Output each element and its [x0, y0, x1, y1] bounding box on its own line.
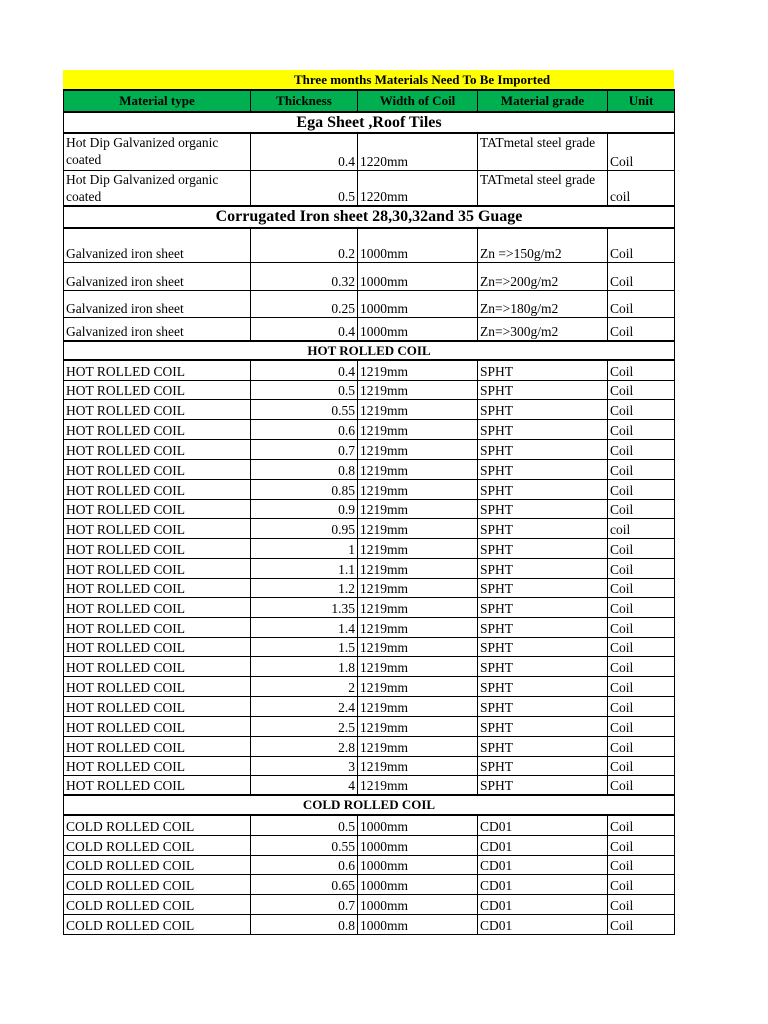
table-row	[64, 439, 675, 459]
thickness-cell: 0.55	[251, 399, 358, 419]
unit-cell: Coil	[608, 775, 675, 795]
width-cell: 1219mm	[358, 459, 478, 479]
unit-cell: Coil	[608, 439, 675, 459]
width-cell: 1219mm	[358, 518, 478, 538]
unit-cell: Coil	[608, 399, 675, 419]
material-cell: HOT ROLLED COIL	[64, 736, 251, 756]
table-row	[64, 538, 675, 558]
material-cell: HOT ROLLED COIL	[64, 419, 251, 439]
width-cell: 1219mm	[358, 479, 478, 499]
thickness-cell: 1.35	[251, 597, 358, 617]
thickness-cell: 0.8	[251, 914, 358, 934]
table-row	[64, 835, 675, 855]
grade-cell: Zn =>150g/m2	[478, 228, 608, 262]
thickness-cell: 2	[251, 676, 358, 696]
thickness-cell: 0.55	[251, 835, 358, 855]
table-row	[64, 290, 675, 317]
grade-cell: CD01	[478, 835, 608, 855]
width-cell: 1219mm	[358, 676, 478, 696]
thickness-cell: 0.7	[251, 439, 358, 459]
section-header-row	[64, 112, 675, 133]
grade-cell: SPHT	[478, 656, 608, 676]
table-row	[64, 262, 675, 290]
thickness-cell: 0.5	[251, 380, 358, 399]
grade-cell: SPHT	[478, 578, 608, 597]
grade-cell: SPHT	[478, 756, 608, 775]
material-cell: HOT ROLLED COIL	[64, 756, 251, 775]
table-row	[64, 597, 675, 617]
unit-cell: Coil	[608, 578, 675, 597]
table-row	[64, 756, 675, 775]
table-row	[64, 518, 675, 538]
material-cell: HOT ROLLED COIL	[64, 696, 251, 716]
material-cell: HOT ROLLED COIL	[64, 558, 251, 578]
grade-cell: SPHT	[478, 558, 608, 578]
grade-cell: SPHT	[478, 499, 608, 518]
grade-cell: CD01	[478, 914, 608, 934]
table-row	[64, 894, 675, 914]
material-cell: Hot Dip Galvanized organic coated	[64, 170, 251, 206]
width-cell: 1220mm	[358, 170, 478, 206]
unit-cell: Coil	[608, 538, 675, 558]
table-row	[64, 558, 675, 578]
grade-cell: SPHT	[478, 399, 608, 419]
material-cell: COLD ROLLED COIL	[64, 835, 251, 855]
table-row	[64, 815, 675, 835]
unit-cell: Coil	[608, 736, 675, 756]
width-cell: 1219mm	[358, 775, 478, 795]
material-cell: HOT ROLLED COIL	[64, 499, 251, 518]
table-row	[64, 578, 675, 597]
table-row	[64, 914, 675, 934]
grade-cell: Zn=>200g/m2	[478, 262, 608, 290]
unit-cell: Coil	[608, 317, 675, 341]
thickness-cell: 0.5	[251, 170, 358, 206]
unit-cell: Coil	[608, 914, 675, 934]
spreadsheet	[63, 70, 674, 935]
thickness-cell: 0.7	[251, 894, 358, 914]
unit-cell: Coil	[608, 479, 675, 499]
section-title: COLD ROLLED COIL	[64, 795, 675, 815]
unit-cell: Coil	[608, 228, 675, 262]
width-cell: 1219mm	[358, 696, 478, 716]
grade-cell: CD01	[478, 874, 608, 894]
thickness-cell: 0.6	[251, 855, 358, 874]
thickness-cell: 0.4	[251, 133, 358, 170]
table-row	[64, 479, 675, 499]
material-cell: Galvanized iron sheet	[64, 290, 251, 317]
grade-cell: Zn=>180g/m2	[478, 290, 608, 317]
width-cell: 1219mm	[358, 637, 478, 656]
unit-cell: Coil	[608, 855, 675, 874]
material-cell: COLD ROLLED COIL	[64, 894, 251, 914]
width-cell: 1000mm	[358, 855, 478, 874]
unit-cell: Coil	[608, 419, 675, 439]
width-cell: 1219mm	[358, 419, 478, 439]
unit-cell: Coil	[608, 874, 675, 894]
unit-cell: Coil	[608, 676, 675, 696]
grade-cell: SPHT	[478, 617, 608, 637]
table-row	[64, 637, 675, 656]
table-row	[64, 499, 675, 518]
thickness-cell: 2.4	[251, 696, 358, 716]
section-header-row	[64, 795, 675, 815]
header-thickness: Thickness	[251, 90, 358, 112]
grade-cell: SPHT	[478, 419, 608, 439]
material-cell: HOT ROLLED COIL	[64, 617, 251, 637]
unit-cell: Coil	[608, 360, 675, 380]
table-row	[64, 419, 675, 439]
material-cell: Galvanized iron sheet	[64, 262, 251, 290]
thickness-cell: 0.4	[251, 317, 358, 341]
section-header-row	[64, 206, 675, 228]
material-cell: HOT ROLLED COIL	[64, 360, 251, 380]
material-cell: HOT ROLLED COIL	[64, 518, 251, 538]
thickness-cell: 0.25	[251, 290, 358, 317]
section-title: Ega Sheet ,Roof Tiles	[64, 112, 675, 133]
unit-cell: coil	[608, 170, 675, 206]
grade-cell: SPHT	[478, 439, 608, 459]
thickness-cell: 4	[251, 775, 358, 795]
material-cell: HOT ROLLED COIL	[64, 597, 251, 617]
width-cell: 1219mm	[358, 558, 478, 578]
width-cell: 1219mm	[358, 656, 478, 676]
thickness-cell: 1.4	[251, 617, 358, 637]
table-row	[64, 459, 675, 479]
material-cell: Galvanized iron sheet	[64, 228, 251, 262]
unit-cell: Coil	[608, 756, 675, 775]
unit-cell: Coil	[608, 558, 675, 578]
table-row	[64, 170, 675, 206]
width-cell: 1000mm	[358, 894, 478, 914]
material-cell: COLD ROLLED COIL	[64, 874, 251, 894]
grade-cell: SPHT	[478, 696, 608, 716]
grade-cell: SPHT	[478, 716, 608, 736]
unit-cell: Coil	[608, 696, 675, 716]
material-cell: HOT ROLLED COIL	[64, 656, 251, 676]
thickness-cell: 1.8	[251, 656, 358, 676]
width-cell: 1219mm	[358, 756, 478, 775]
table-row	[64, 133, 675, 170]
unit-cell: Coil	[608, 835, 675, 855]
material-cell: HOT ROLLED COIL	[64, 399, 251, 419]
width-cell: 1220mm	[358, 133, 478, 170]
unit-cell: Coil	[608, 894, 675, 914]
grade-cell: SPHT	[478, 459, 608, 479]
thickness-cell: 1.1	[251, 558, 358, 578]
unit-cell: coil	[608, 518, 675, 538]
width-cell: 1219mm	[358, 578, 478, 597]
table-row	[64, 656, 675, 676]
thickness-cell: 1.2	[251, 578, 358, 597]
width-cell: 1000mm	[358, 262, 478, 290]
width-cell: 1000mm	[358, 228, 478, 262]
grade-cell: SPHT	[478, 380, 608, 399]
width-cell: 1219mm	[358, 716, 478, 736]
material-cell: COLD ROLLED COIL	[64, 855, 251, 874]
table-row	[64, 855, 675, 874]
width-cell: 1219mm	[358, 736, 478, 756]
grade-cell: CD01	[478, 894, 608, 914]
unit-cell: Coil	[608, 499, 675, 518]
grade-cell: SPHT	[478, 736, 608, 756]
thickness-cell: 0.65	[251, 874, 358, 894]
material-cell: HOT ROLLED COIL	[64, 578, 251, 597]
material-cell: HOT ROLLED COIL	[64, 459, 251, 479]
width-cell: 1000mm	[358, 835, 478, 855]
unit-cell: Coil	[608, 133, 675, 170]
unit-cell: Coil	[608, 656, 675, 676]
grade-cell: TATmetal steel grade	[478, 170, 608, 206]
unit-cell: Coil	[608, 815, 675, 835]
table-row	[64, 775, 675, 795]
grade-cell: SPHT	[478, 637, 608, 656]
unit-cell: Coil	[608, 459, 675, 479]
material-cell: HOT ROLLED COIL	[64, 775, 251, 795]
grade-cell: CD01	[478, 815, 608, 835]
thickness-cell: 3	[251, 756, 358, 775]
table-row	[64, 380, 675, 399]
section-title: Corrugated Iron sheet 28,30,32and 35 Guage	[64, 206, 675, 228]
table-row	[64, 676, 675, 696]
table-row	[64, 736, 675, 756]
thickness-cell: 1.5	[251, 637, 358, 656]
thickness-cell: 0.6	[251, 419, 358, 439]
unit-cell: Coil	[608, 262, 675, 290]
grade-cell: TATmetal steel grade	[478, 133, 608, 170]
sheet-title-bar	[63, 70, 674, 89]
thickness-cell: 2.8	[251, 736, 358, 756]
material-cell: HOT ROLLED COIL	[64, 479, 251, 499]
table-row	[64, 617, 675, 637]
header-row	[64, 90, 675, 112]
unit-cell: Coil	[608, 716, 675, 736]
grade-cell: SPHT	[478, 597, 608, 617]
table-row	[64, 317, 675, 341]
thickness-cell: 2.5	[251, 716, 358, 736]
grade-cell: SPHT	[478, 775, 608, 795]
material-cell: HOT ROLLED COIL	[64, 439, 251, 459]
thickness-cell: 0.9	[251, 499, 358, 518]
thickness-cell: 0.5	[251, 815, 358, 835]
material-cell: HOT ROLLED COIL	[64, 380, 251, 399]
table-row	[64, 716, 675, 736]
width-cell: 1219mm	[358, 597, 478, 617]
width-cell: 1219mm	[358, 617, 478, 637]
grade-cell: SPHT	[478, 538, 608, 558]
width-cell: 1000mm	[358, 815, 478, 835]
grade-cell: SPHT	[478, 479, 608, 499]
width-cell: 1219mm	[358, 399, 478, 419]
table-row	[64, 399, 675, 419]
material-cell: COLD ROLLED COIL	[64, 914, 251, 934]
material-cell: HOT ROLLED COIL	[64, 716, 251, 736]
unit-cell: Coil	[608, 290, 675, 317]
header-material-grade: Material grade	[478, 90, 608, 112]
table-row	[64, 360, 675, 380]
width-cell: 1219mm	[358, 380, 478, 399]
unit-cell: Coil	[608, 380, 675, 399]
material-cell: HOT ROLLED COIL	[64, 676, 251, 696]
width-cell: 1000mm	[358, 290, 478, 317]
width-cell: 1219mm	[358, 360, 478, 380]
materials-table	[63, 89, 675, 935]
table-row	[64, 874, 675, 894]
table-row	[64, 228, 675, 262]
width-cell: 1000mm	[358, 317, 478, 341]
width-cell: 1219mm	[358, 439, 478, 459]
grade-cell: CD01	[478, 855, 608, 874]
unit-cell: Coil	[608, 637, 675, 656]
grade-cell: SPHT	[478, 360, 608, 380]
grade-cell: SPHT	[478, 518, 608, 538]
header-material-type: Material type	[64, 90, 251, 112]
grade-cell: Zn=>300g/m2	[478, 317, 608, 341]
section-title: HOT ROLLED COIL	[64, 341, 675, 360]
section-header-row	[64, 341, 675, 360]
width-cell: 1000mm	[358, 874, 478, 894]
thickness-cell: 1	[251, 538, 358, 558]
material-cell: HOT ROLLED COIL	[64, 637, 251, 656]
sheet-title: Three months Materials Need To Be Imported	[294, 72, 551, 87]
thickness-cell: 0.8	[251, 459, 358, 479]
material-cell: Galvanized iron sheet	[64, 317, 251, 341]
width-cell: 1000mm	[358, 914, 478, 934]
table-row	[64, 696, 675, 716]
header-width-of-coil: Width of Coil	[358, 90, 478, 112]
unit-cell: Coil	[608, 597, 675, 617]
thickness-cell: 0.32	[251, 262, 358, 290]
width-cell: 1219mm	[358, 499, 478, 518]
grade-cell: SPHT	[478, 676, 608, 696]
material-cell: HOT ROLLED COIL	[64, 538, 251, 558]
thickness-cell: 0.2	[251, 228, 358, 262]
width-cell: 1219mm	[358, 538, 478, 558]
thickness-cell: 0.4	[251, 360, 358, 380]
unit-cell: Coil	[608, 617, 675, 637]
thickness-cell: 0.95	[251, 518, 358, 538]
material-cell: Hot Dip Galvanized organic coated	[64, 133, 251, 170]
material-cell: COLD ROLLED COIL	[64, 815, 251, 835]
header-unit: Unit	[608, 90, 675, 112]
thickness-cell: 0.85	[251, 479, 358, 499]
